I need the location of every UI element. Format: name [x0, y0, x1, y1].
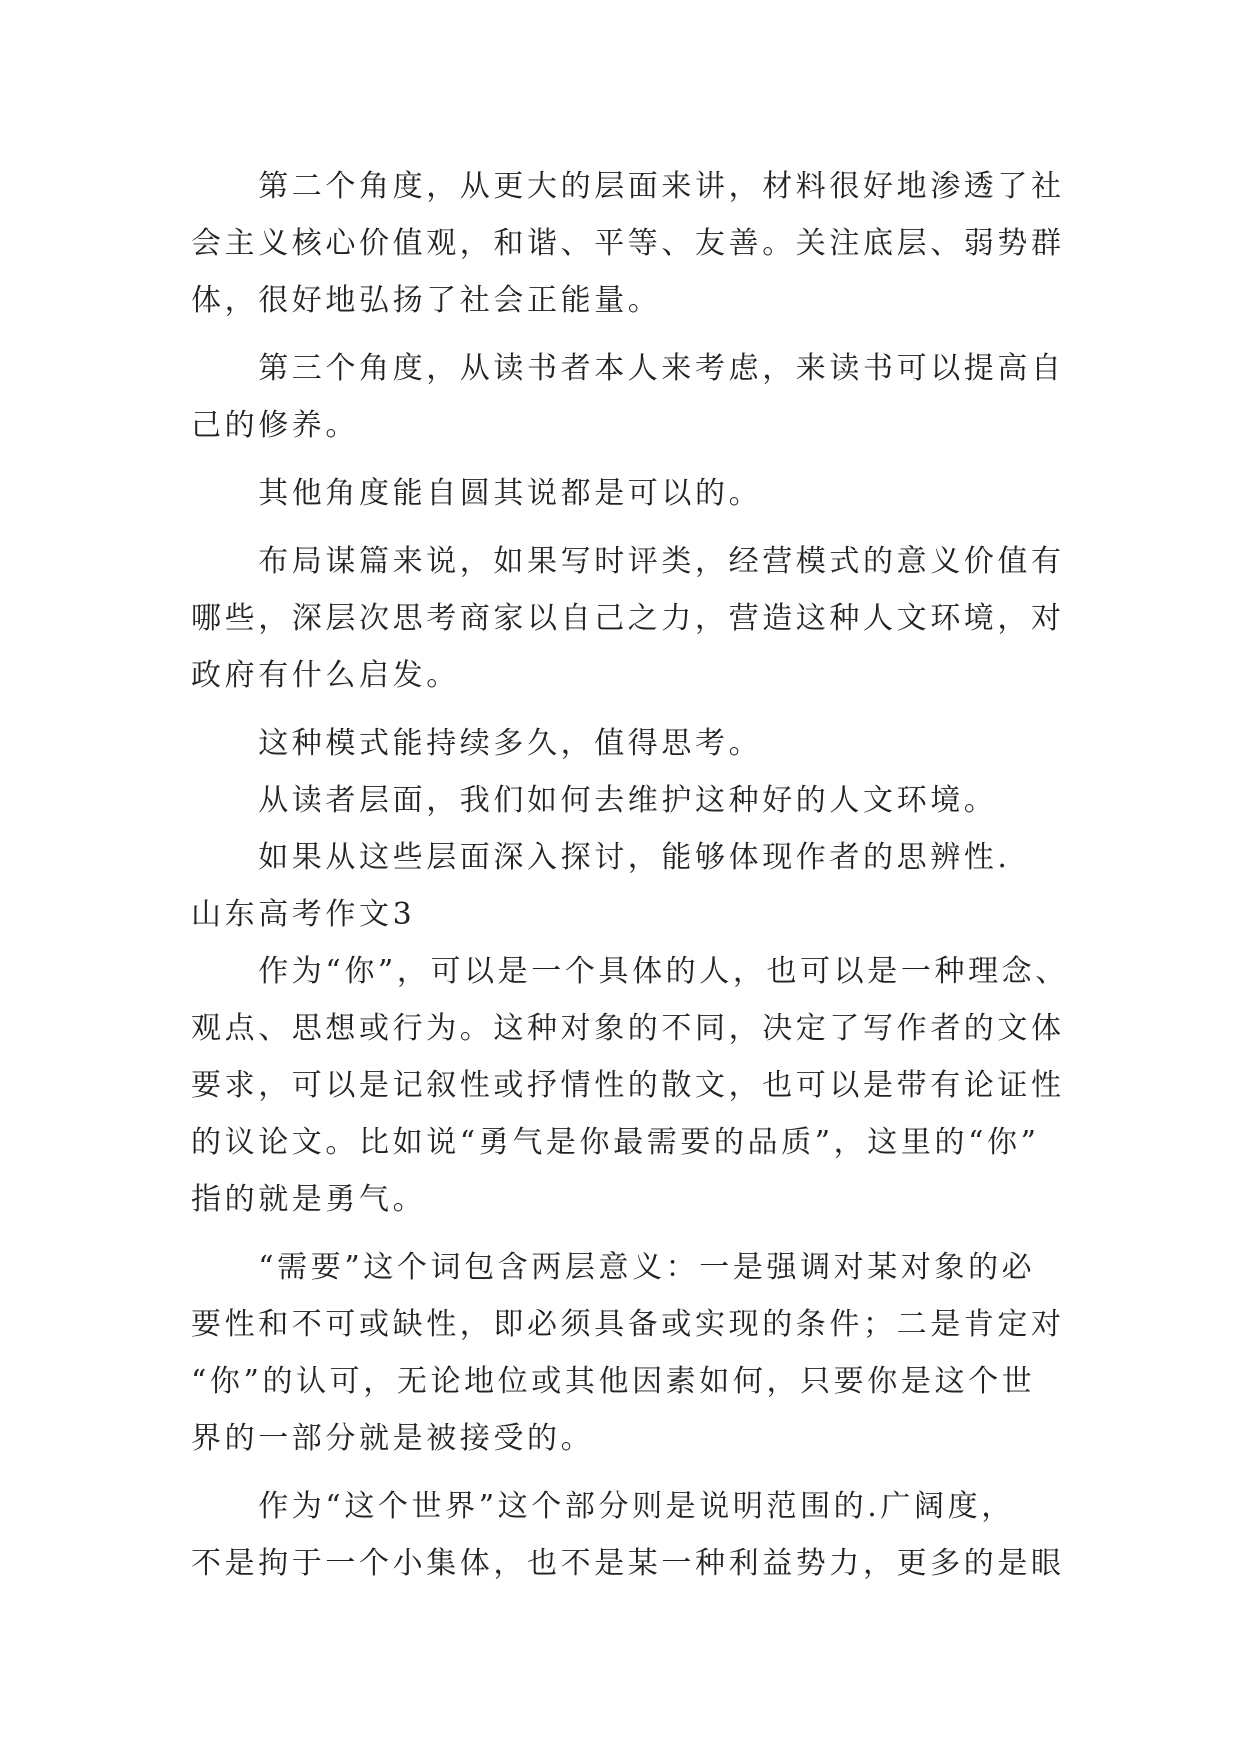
text-line: 这种模式能持续多久，值得思考。: [191, 726, 763, 761]
text-line: 作为“这个世界”这个部分则是说明范围的.广阔度，: [191, 1489, 1015, 1524]
text-line: 己的修养。: [191, 408, 359, 443]
text-line: 要性和不可或缺性，即必须具备或实现的条件；二是肯定对: [191, 1307, 1065, 1342]
text-line: 第二个角度，从更大的层面来讲，材料很好地渗透了社: [191, 169, 1065, 204]
text-line: 观点、思想或行为。这种对象的不同，决定了写作者的文体: [191, 1011, 1065, 1046]
text-line: 界的一部分就是被接受的。: [191, 1421, 595, 1456]
text-line: 政府有什么启发。: [191, 658, 460, 693]
text-line: 的议论文。比如说“勇气是你最需要的品质”，这里的“你”: [191, 1125, 1040, 1160]
text-line: 如果从这些层面深入探讨，能够体现作者的思辨性.: [191, 840, 1011, 875]
text-line: “你”的认可，无论地位或其他因素如何，只要你是这个世: [191, 1364, 1036, 1399]
section-heading: 山东高考作文3: [191, 897, 416, 932]
text-line: 第三个角度，从读书者本人来考虑，来读书可以提高自: [191, 351, 1065, 386]
text-line: 指的就是勇气。: [191, 1182, 427, 1217]
text-line: 要求，可以是记叙性或抒情性的散文，也可以是带有论证性: [191, 1068, 1065, 1103]
text-line: 哪些，深层次思考商家以自己之力，营造这种人文环境，对: [191, 601, 1065, 636]
text-line: 会主义核心价值观，和谐、平等、友善。关注底层、弱势群: [191, 226, 1065, 261]
text-line: 从读者层面，我们如何去维护这种好的人文环境。: [191, 783, 998, 818]
text-line: 作为“你”，可以是一个具体的人，也可以是一种理念、: [191, 954, 1069, 989]
text-line: 不是拘于一个小集体，也不是某一种利益势力，更多的是眼: [191, 1546, 1065, 1581]
document-body: [191, 158, 1069, 1592]
text-line: 体，很好地弘扬了社会正能量。: [191, 283, 662, 318]
text-line: 布局谋篇来说，如果写时评类，经营模式的意义价值有: [191, 544, 1065, 579]
text-line: 其他角度能自圆其说都是可以的。: [191, 476, 763, 511]
text-line: “需要”这个词包含两层意义：一是强调对某对象的必: [191, 1250, 1036, 1285]
